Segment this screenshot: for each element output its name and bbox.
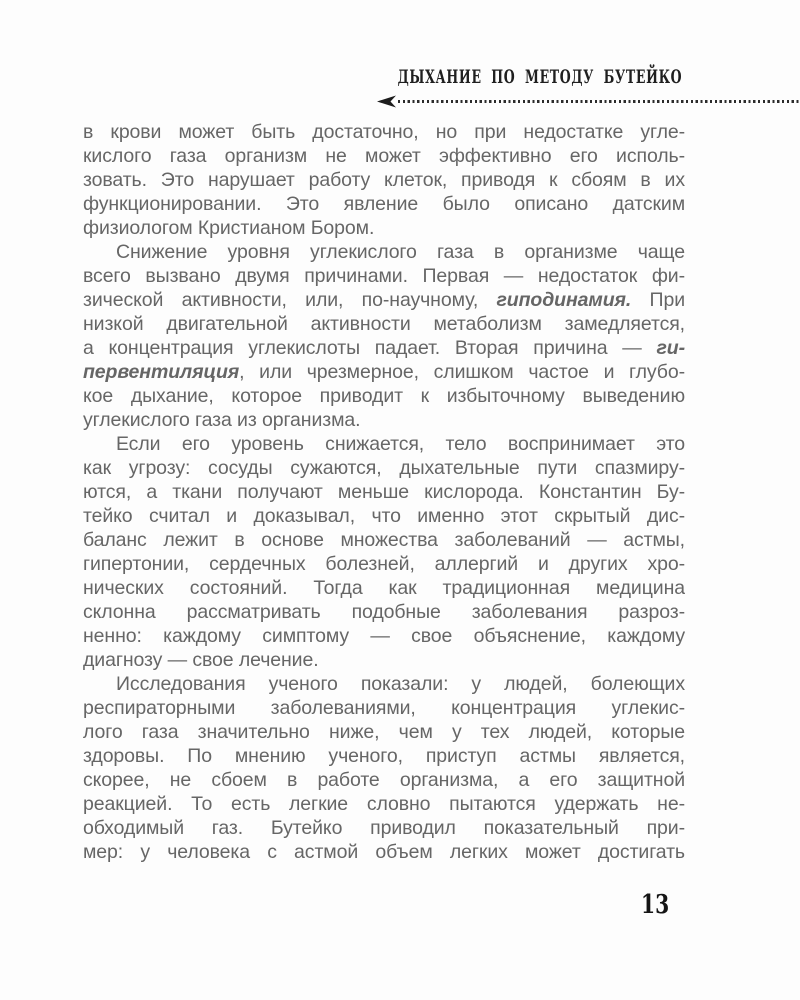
text-line [83, 264, 685, 288]
text-line [83, 576, 685, 600]
text-line [83, 432, 685, 456]
dotted-rule [398, 100, 800, 103]
text-line [83, 408, 685, 432]
emphasis-term: первентиляция [83, 361, 240, 383]
text-segment: Если его уровень снижается, тело воспринимает это [116, 433, 685, 455]
paragraph [83, 432, 685, 672]
page-body [83, 120, 685, 864]
text-line [83, 744, 685, 768]
emphasis-term: гиподинамия. [496, 289, 632, 311]
text-segment: реакцией. То есть легкие словно пытаются удержать не- [83, 793, 685, 815]
text-segment: зической активности, или, по-научному, [83, 289, 497, 311]
text-line [83, 624, 685, 648]
text-line [83, 192, 685, 216]
text-line [83, 216, 685, 240]
text-line [83, 816, 685, 840]
text-line [83, 552, 685, 576]
text-line [83, 336, 685, 360]
text-segment: в крови может быть достаточно, но при недостатке угле- [83, 121, 685, 143]
text-line [83, 120, 685, 144]
header-rule [377, 95, 800, 108]
text-line [83, 480, 685, 504]
page-number: 13 [640, 890, 669, 920]
text-segment: ются, а ткани получают меньше кислорода. Константин Бу- [83, 481, 685, 503]
text-line [83, 648, 685, 672]
text-segment: физиологом Кристианом Бором. [83, 217, 375, 239]
text-segment: тейко считал и доказывал, что именно этот скрытый дис- [83, 505, 685, 527]
text-line [83, 840, 685, 864]
text-line [83, 312, 685, 336]
text-line [83, 504, 685, 528]
text-segment: углекислого газа из организма. [83, 409, 361, 431]
text-segment: зовать. Это нарушает работу клеток, приводя к сбоям в их [83, 169, 685, 191]
emphasis-term: ги- [656, 337, 685, 359]
text-segment: кое дыхание, которое приводит к избыточному выведению [83, 385, 685, 407]
text-segment: баланс лежит в основе множества заболеваний — астмы, [83, 529, 685, 551]
text-segment: как угрозу: сосуды сужаются, дыхательные пути спазмиру- [83, 457, 685, 479]
text-segment: скорее, не сбоем в работе организма, а его защитной [83, 769, 685, 791]
paragraph [83, 672, 685, 864]
text-segment: кислого газа организм не может эффективно его исполь- [83, 145, 685, 167]
text-segment: гипертонии, сердечных болезней, аллергий и других хро- [83, 553, 685, 575]
running-header-title: ДЫХАНИЕ ПО МЕТОДУ БУТЕЙКО [397, 66, 682, 88]
text-line [83, 720, 685, 744]
text-segment: Снижение уровня углекислого газа в организме чаще [116, 241, 685, 263]
text-segment: лого газа значительно ниже, чем у тех людей, которые [83, 721, 685, 743]
text-segment: обходимый газ. Бутейко приводил показательный при- [83, 817, 685, 839]
text-segment: низкой двигательной активности метаболизм замедляется, [83, 313, 685, 335]
left-arrow-icon [377, 95, 397, 108]
text-segment: респираторными заболеваниями, концентрация углекис- [83, 697, 685, 719]
text-segment: мер: у человека с астмой объем легких может достигать [83, 841, 685, 863]
text-line [83, 456, 685, 480]
text-line [83, 240, 685, 264]
text-segment: Исследования ученого показали: у людей, болеющих [116, 673, 685, 695]
text-segment: При [631, 289, 685, 311]
text-line [83, 672, 685, 696]
text-segment: всего вызвано двумя причинами. Первая — недостаток фи- [83, 265, 685, 287]
text-line [83, 288, 685, 312]
text-segment: а концентрация углекислоты падает. Вторая причина — [83, 337, 657, 359]
text-line [83, 792, 685, 816]
text-line [83, 360, 685, 384]
paragraph [83, 120, 685, 240]
paragraph [83, 240, 685, 432]
text-segment: функционировании. Это явление было описано датским [83, 193, 685, 215]
text-segment: ненно: каждому симптому — свое объяснение, каждому [83, 625, 685, 647]
text-line [83, 168, 685, 192]
text-line [83, 144, 685, 168]
text-segment: диагнозу — свое лечение. [83, 649, 319, 671]
text-segment: склонна рассматривать подобные заболевания разроз- [83, 601, 685, 623]
text-line [83, 768, 685, 792]
text-segment: здоровы. По мнению ученого, приступ астмы является, [83, 745, 685, 767]
text-segment: , или чрезмерное, слишком частое и глубо- [239, 361, 685, 383]
text-line [83, 600, 685, 624]
text-segment: нических состояний. Тогда как традиционная медицина [83, 577, 685, 599]
text-line [83, 696, 685, 720]
text-line [83, 528, 685, 552]
text-line [83, 384, 685, 408]
